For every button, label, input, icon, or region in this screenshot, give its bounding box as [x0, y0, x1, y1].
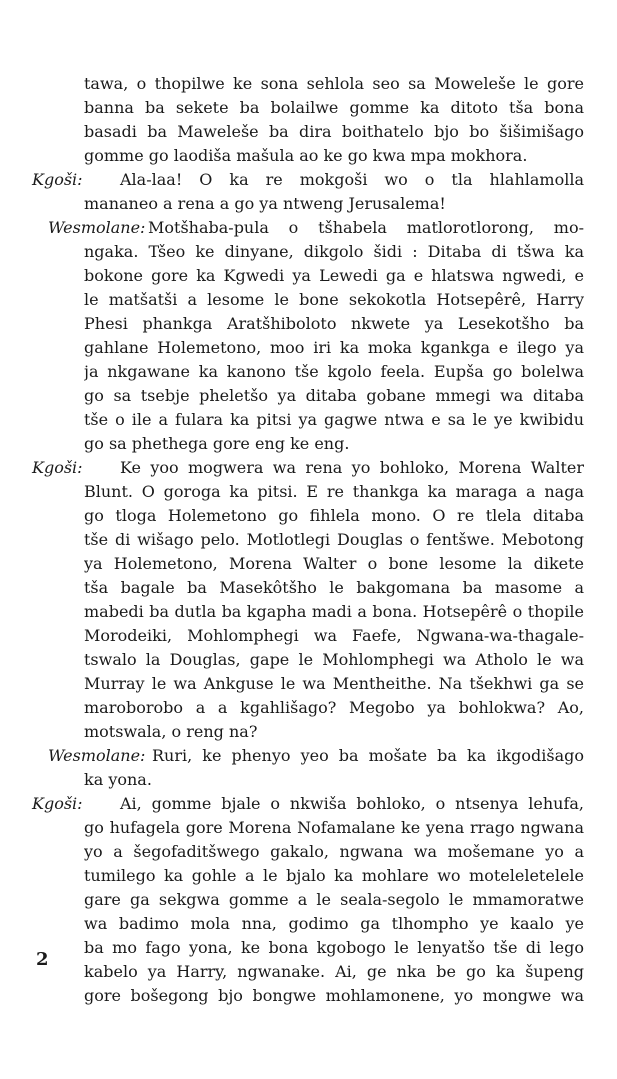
speaker-label: Wesmolane:	[48, 746, 146, 765]
speaker-label: Kgoši:	[32, 170, 83, 189]
text-line: mabedi ba dutla ba kgapha madi a bona. Hotsepêrê o thopile	[84, 602, 584, 621]
text-line: go sa phethega gore eng ke eng.	[84, 434, 350, 453]
speech-kgosi-3	[32, 792, 584, 1008]
page-number: 2	[36, 949, 49, 970]
text-line: Morodeiki, Mohlomphegi wa Faefe, Ngwana-wa-thagale-	[84, 626, 584, 645]
text-line: mananeo a rena a go ya ntweng Jerusalema!	[84, 194, 446, 213]
text-line: gore bošegong bjo bongwe mohlamonene, yo mongwe wa	[84, 986, 584, 1005]
text-line: tša bagale ba Masekôtšho le bakgomana ba masome a	[84, 578, 584, 597]
text-line: yo a šegofaditšwego gakalo, ngwana wa mošemane yo a	[84, 842, 584, 861]
text-line: bokone gore ka Kgwedi ya Lewedi ga e hlatswa ngwedi, e	[84, 266, 584, 285]
text-line: basadi ba Maweleše ba dira boithatelo bjo bo šišimišago	[84, 122, 584, 141]
speech-wesmolane-2	[48, 744, 584, 792]
text-block	[32, 72, 584, 1008]
text-line: tše o ile a fulara ka pitsi ya gagwe ntwa e sa le ye kwibidu	[84, 410, 584, 429]
speaker-label: Wesmolane:	[48, 218, 146, 237]
text-line: Motšhaba-pula o tšhabela matlorotlorong, mo-	[148, 218, 584, 237]
speech-kgosi-2	[32, 456, 584, 744]
text-line: tše di wišago pelo. Motlotlegi Douglas o fentšwe. Mebotong	[84, 530, 584, 549]
text-line: ja nkgawane ka kanono tše kgolo feela. Eupša go bolelwa	[84, 362, 584, 381]
text-line: Murray le wa Ankguse le wa Mentheithe. Na tšekhwi ga se	[84, 674, 584, 693]
text-line: gahlane Holemetono, moo iri ka moka kgankga e ilego ya	[84, 338, 584, 357]
text-line: go hufagela gore Morena Nofamalane ke yena rrago ngwana	[84, 818, 584, 837]
text-line: Phesi phankga Aratšhiboloto nkwete ya Lesekotšho ba	[84, 314, 584, 333]
text-line: tawa, o thopilwe ke sona sehlola seo sa Moweleše le gore	[84, 74, 584, 93]
text-line: gare ga sekgwa gomme a le seala-segolo le mmamoratwe	[84, 890, 584, 909]
text-line: ka yona.	[84, 770, 152, 789]
text-line: le matšatši a lesome le bone sekokotla Hotsepêrê, Harry	[84, 290, 584, 309]
speaker-label: Kgoši:	[32, 794, 83, 813]
text-line: kabelo ya Harry, ngwanake. Ai, ge nka be go ka šupeng	[84, 962, 584, 981]
text-line: Ai, gomme bjale o nkwiša bohloko, o ntsenya lehufa,	[120, 794, 584, 813]
text-line: banna ba sekete ba bolailwe gomme ka ditoto tša bona	[84, 98, 584, 117]
text-line: tswalo la Douglas, gape le Mohlomphegi wa Atholo le wa	[84, 650, 584, 669]
text-line: maroborobo a a kgahlišago? Megobo ya bohlokwa? Ao,	[84, 698, 584, 717]
text-line: go tloga Holemetono go fihlela mono. O re tlela ditaba	[84, 506, 584, 525]
text-line: motswala, o reng na?	[84, 722, 258, 741]
opening-narration	[84, 72, 584, 168]
text-line: go sa tsebje pheletšo ya ditaba gobane mmegi wa ditaba	[84, 386, 584, 405]
speech-kgosi-1	[32, 168, 584, 216]
text-line: ngaka. Tšeo ke dinyane, dikgolo šidi : Ditaba di tšwa ka	[84, 242, 584, 261]
speaker-label: Kgoši:	[32, 458, 83, 477]
speech-wesmolane-1	[48, 216, 584, 456]
text-line: Ala-laa! O ka re mokgoši wo o tla hlahlamolla	[120, 170, 584, 189]
text-line: ya Holemetono, Morena Walter o bone lesome la dikete	[84, 554, 584, 573]
text-line: Blunt. O goroga ka pitsi. E re thankga ka maraga a naga	[84, 482, 584, 501]
text-line: tumilego ka gohle a le bjalo ka mohlare wo moteleletelele	[84, 866, 584, 885]
text-line: ba mo fago yona, ke bona kgobogo le lenyatšo tše di lego	[84, 938, 584, 957]
text-line: Ke yoo mogwera wa rena yo bohloko, Morena Walter	[120, 458, 584, 477]
text-line: gomme go laodiša mašula ao ke go kwa mpa mokhora.	[84, 146, 528, 165]
text-line: Ruri, ke phenyo yeo ba mošate ba ka ikgodišago	[152, 746, 584, 765]
text-line: wa badimo mola nna, godimo ga tlhompho ye kaalo ye	[84, 914, 584, 933]
